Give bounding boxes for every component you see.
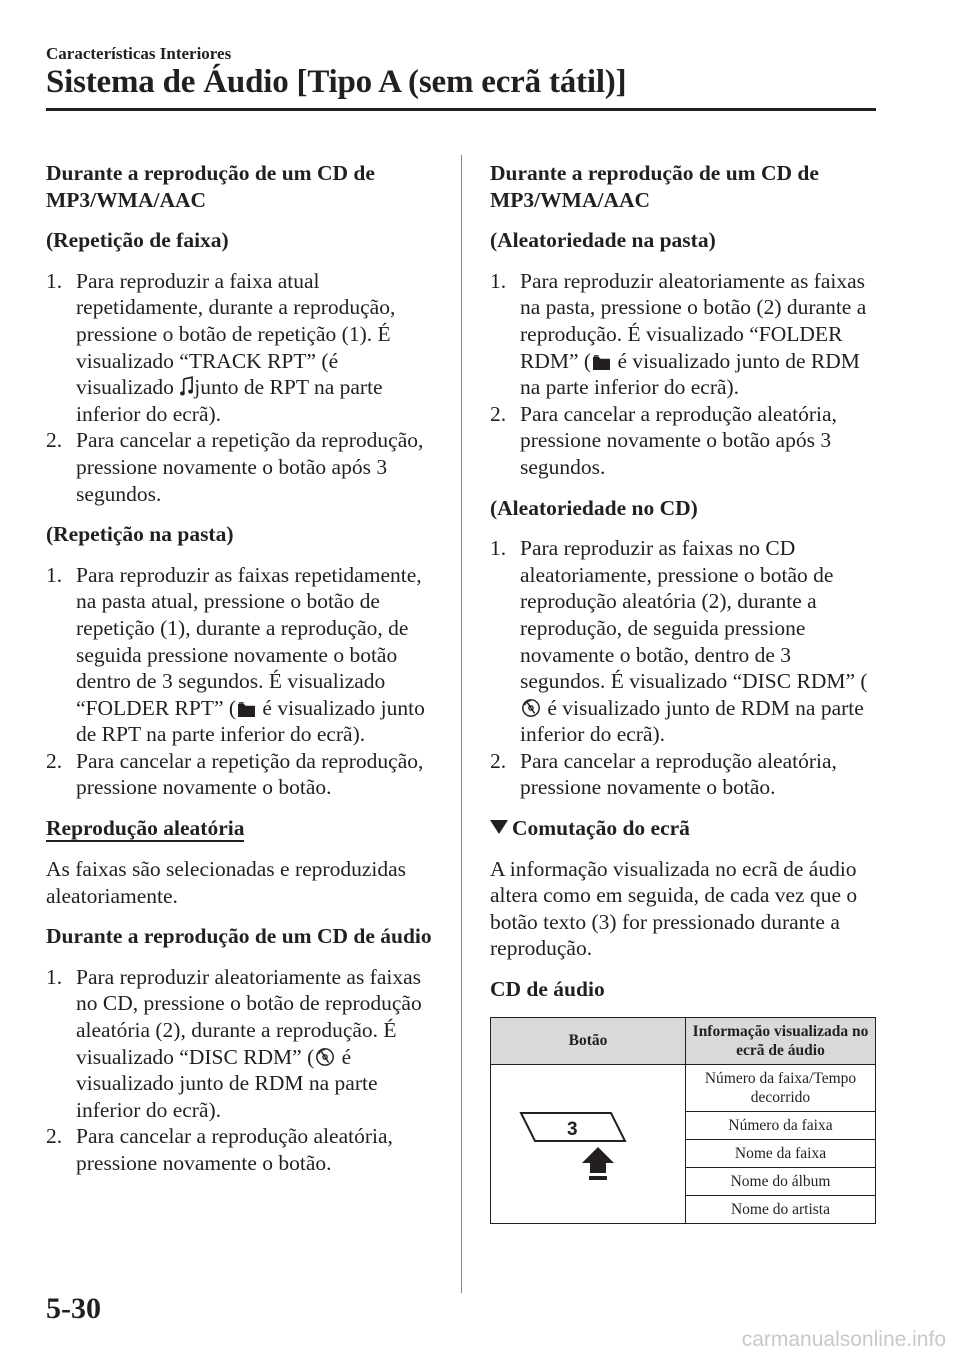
random-play-text: As faixas são selecionadas e reproduzidas aleatoriamente. [46, 857, 406, 908]
press-arrow-icon [582, 1147, 614, 1173]
list-item: 2. Para cancelar a reprodução aleatória, pressione novamente o botão. [46, 1124, 393, 1175]
disc-icon [315, 1047, 335, 1067]
heading-display-switch: Comutação do ecrã [490, 815, 880, 842]
table-row: Número da faixa/Tempo decorrido [686, 1064, 876, 1111]
list-item: 2. Para cancelar a repetição da reprodução, pressione novamente o botão. [46, 748, 424, 800]
header-rule [46, 108, 876, 111]
right-column [490, 160, 880, 1224]
folder-repeat-steps [46, 562, 438, 801]
table-header-button: Botão [491, 1017, 686, 1064]
column-divider [461, 155, 462, 1293]
triangle-bullet-icon [490, 820, 508, 834]
disc-icon [521, 698, 541, 718]
subheading-disc-random: (Aleatoriedade no CD) [490, 495, 698, 520]
folder-icon [592, 354, 611, 371]
text-button-icon [503, 1091, 673, 1191]
heading-mp3-random: Durante a reprodução de um CD de MP3/WMA/AAC [490, 161, 819, 212]
display-switch-text: A informação visualizada no ecrã de áudio altera como em seguida, de cada vez que o botão texto (3) for pressionado durante a reprodução. [490, 856, 858, 961]
list-item: 1. Para reproduzir as faixas no CD aleatoriamente, pressione o botão de reprodução aleatória (2), durante a reprodução, de seguida pressione novamente o botão, dentro de 3 segundos. É visualizado “DISC RDM” ( é visualizado junto de RDM na parte inferior do ecrã). [490, 536, 868, 747]
page-number: 5-30 [46, 1292, 101, 1325]
music-note-icon [180, 376, 193, 397]
list-item: 1. Para reproduzir aleatoriamente as faixas no CD, pressione o botão de reprodução aleatória (2), durante a reprodução. É visualizado “DISC RDM” ( é visualizado junto de RDM na parte inferior do ecrã). [46, 964, 422, 1122]
track-repeat-steps [46, 268, 438, 507]
table-row: Nome do artista [686, 1195, 876, 1223]
table-header-info: Informação visualizada no ecrã de áudio [686, 1017, 876, 1064]
disc-random-steps [490, 535, 880, 801]
table-row: Número da faixa [686, 1111, 876, 1139]
list-item: 2. Para cancelar a repetição da reprodução, pressione novamente o botão após 3 segundos. [46, 428, 424, 506]
subheading-folder-random: (Aleatoriedade na pasta) [490, 228, 716, 253]
list-item: 1. Para reproduzir aleatoriamente as faixas na pasta, pressione o botão (2) durante a reprodução. É visualizado “FOLDER RDM” ( é visualizado junto de RDM na parte inferior do ecrã). [490, 268, 867, 400]
list-item: 1. Para reproduzir as faixas repetidamente, na pasta atual, pressione o botão de repetição (1), durante a reprodução, de seguida pressione novamente o botão dentro de 3 segundos. É visualizado “FOLDER RPT” ( é visualizado junto de RPT na parte inferior do ecrã). [46, 562, 425, 747]
list-item: 2. Para cancelar a reprodução aleatória, pressione novamente o botão após 3 segundos. [490, 401, 837, 479]
left-column [46, 160, 438, 1191]
heading-audio-cd: CD de áudio [490, 977, 605, 1002]
page-title: Sistema de Áudio [Tipo A (sem ecrã tátil)] [46, 64, 627, 100]
heading-audio-cd-random: Durante a reprodução de um CD de áudio [46, 924, 432, 949]
button-illustration-cell [491, 1064, 686, 1223]
folder-random-steps [490, 268, 880, 481]
heading-random-play: Reprodução aleatória [46, 816, 245, 841]
list-item: 1. Para reproduzir a faixa atual repetidamente, durante a reprodução, pressione o botão de repetição (1). É visualizado “TRACK RPT” (é visualizado junto de RPT na parte inferior do ecrã). [46, 268, 396, 426]
table-row: Nome do álbum [686, 1167, 876, 1195]
subheading-track-repeat: (Repetição de faixa) [46, 228, 229, 253]
cd-random-steps [46, 964, 438, 1177]
list-item: 2. Para cancelar a reprodução aleatória, pressione novamente o botão. [490, 748, 837, 800]
table-row: Nome da faixa [686, 1139, 876, 1167]
display-info-table [490, 1017, 876, 1224]
section-label: Características Interiores [46, 44, 232, 63]
heading-mp3-repeat: Durante a reprodução de um CD de MP3/WMA/AAC [46, 161, 375, 212]
watermark: carmanualsonline.info [741, 1328, 946, 1351]
folder-icon [237, 701, 256, 718]
button-label: 3 [567, 1119, 578, 1141]
subheading-folder-repeat: (Repetição na pasta) [46, 522, 234, 547]
